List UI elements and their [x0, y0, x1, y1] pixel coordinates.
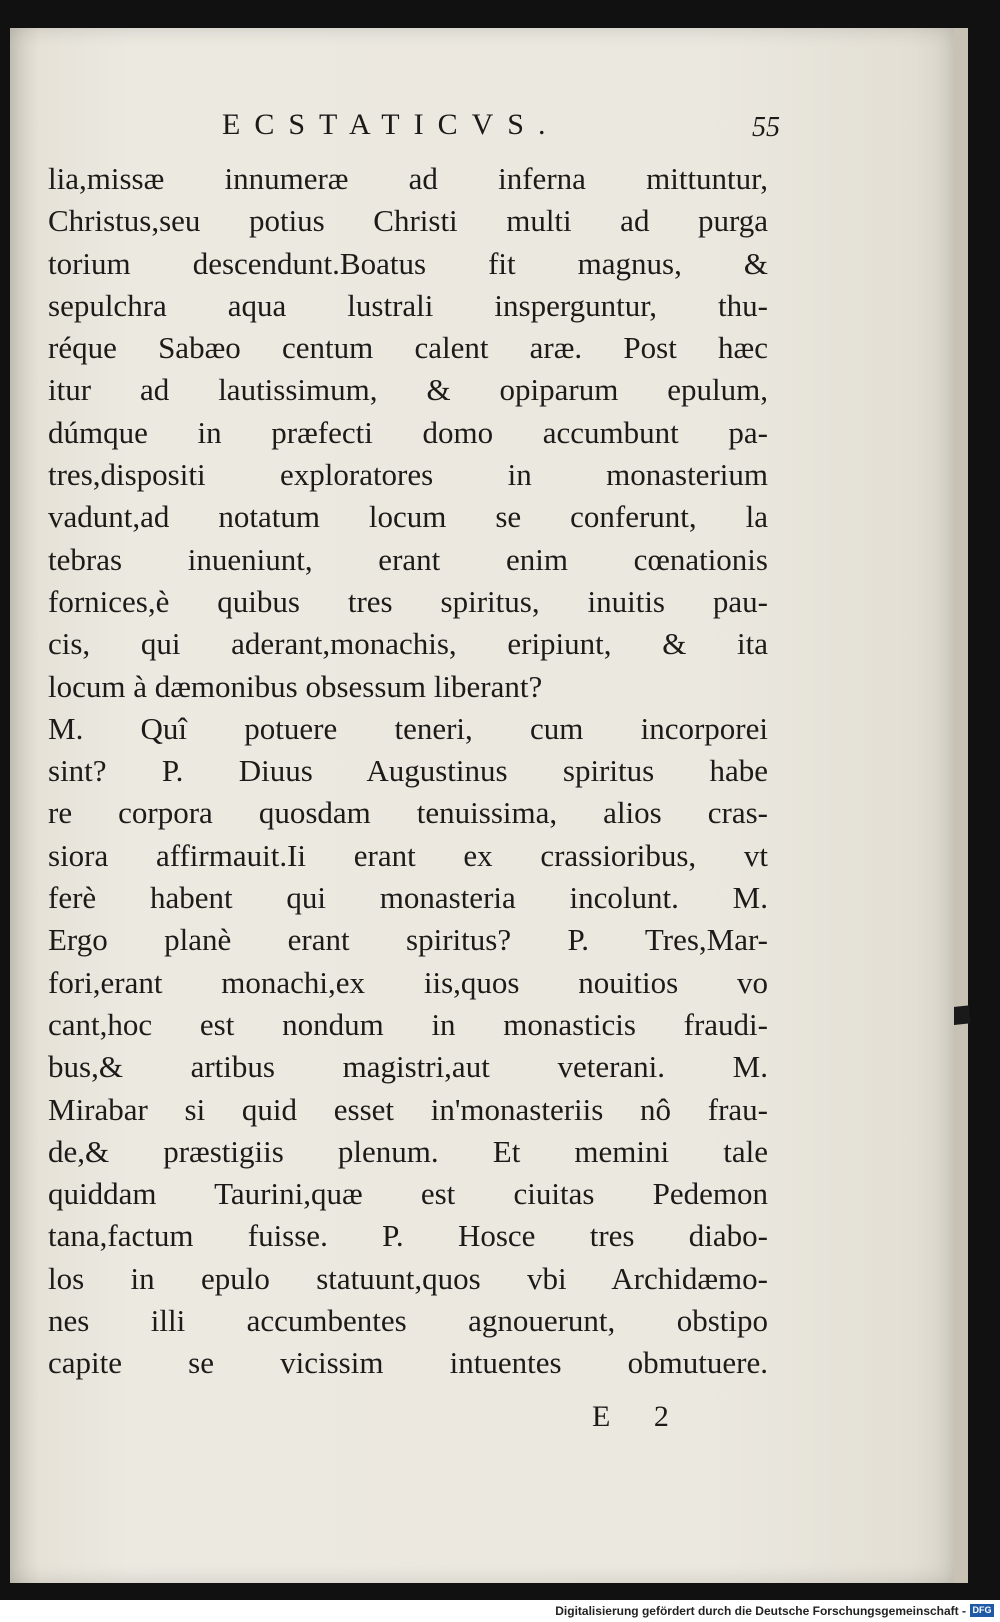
text-line: tebras inueniunt, erant enim cœnationis: [48, 541, 768, 577]
body-text: [48, 158, 768, 1385]
text-line: siora affirmauit.Ii erant ex crassioribus, vt: [48, 837, 768, 873]
text-line: lia,missæ innumeræ ad inferna mittuntur,: [48, 161, 768, 196]
text-line: locum à dæmonibus obsessum liberant?: [48, 668, 543, 704]
text-line: vadunt,ad notatum locum se conferunt, la: [48, 499, 768, 535]
text-line: capite se vicissim intuentes obmutuere.: [48, 1345, 768, 1381]
dfg-logo: DFG: [970, 1604, 994, 1617]
text-line: los in epulo statuunt,quos vbi Archidæmo-: [48, 1260, 768, 1296]
footer: [0, 1600, 1000, 1622]
text-line: fori,erant monachi,ex iis,quos nouitios vo: [48, 964, 768, 1000]
running-head: [0, 108, 1000, 148]
text-line: M. Quî potuere teneri, cum incorporei: [48, 710, 768, 746]
header-title: ECSTATICVS.: [222, 108, 560, 141]
text-line: Christus,seu potius Christi multi ad purga: [48, 203, 768, 239]
text-line: tres,dispositi exploratores in monasterium: [48, 457, 768, 493]
text-line: ferè habent qui monasteria incolunt. M.: [48, 880, 768, 916]
text-line: itur ad lautissimum, & opiparum epulum,: [48, 372, 768, 408]
text-line: Ergo planè erant spiritus? P. Tres,Mar-: [48, 922, 768, 958]
text-line: nes illi accumbentes agnouerunt, obstipo: [48, 1303, 768, 1339]
text-line: cis, qui aderant,monachis, eripiunt, & ita: [48, 626, 768, 662]
text-line: Mirabar si quid esset in'monasteriis nô frau-: [48, 1091, 768, 1127]
text-line: bus,& artibus magistri,aut veterani. M.: [48, 1049, 768, 1085]
text-line: sint? P. Diuus Augustinus spiritus habe: [48, 753, 768, 789]
text-line: de,& præstigiis plenum. Et memini tale: [48, 1133, 768, 1169]
text-line: quiddam Taurini,quæ est ciuitas Pedemon: [48, 1176, 768, 1212]
page-number: 55: [752, 112, 780, 143]
text-line: torium descendunt.Boatus fit magnus, &: [48, 245, 768, 281]
page-edge: [954, 28, 968, 1583]
text-line: sepulchra aqua lustrali insperguntur, thu-: [48, 287, 768, 323]
text-line: tana,factum fuisse. P. Hosce tres diabo-: [48, 1218, 768, 1254]
text-line: cant,hoc est nondum in monasticis fraudi-: [48, 1006, 768, 1042]
text-line: réque Sabæo centum calent aræ. Post hæc: [48, 330, 768, 366]
signature-mark: E 2: [592, 1400, 687, 1433]
text-line: re corpora quosdam tenuissima, alios cras-: [48, 795, 768, 831]
text-line: dúmque in præfecti domo accumbunt pa-: [48, 414, 768, 450]
footer-credit: Digitalisierung gefördert durch die Deutsche Forschungsgemeinschaft -: [555, 1604, 966, 1618]
text-line: fornices,è quibus tres spiritus, inuitis pau-: [48, 583, 768, 619]
